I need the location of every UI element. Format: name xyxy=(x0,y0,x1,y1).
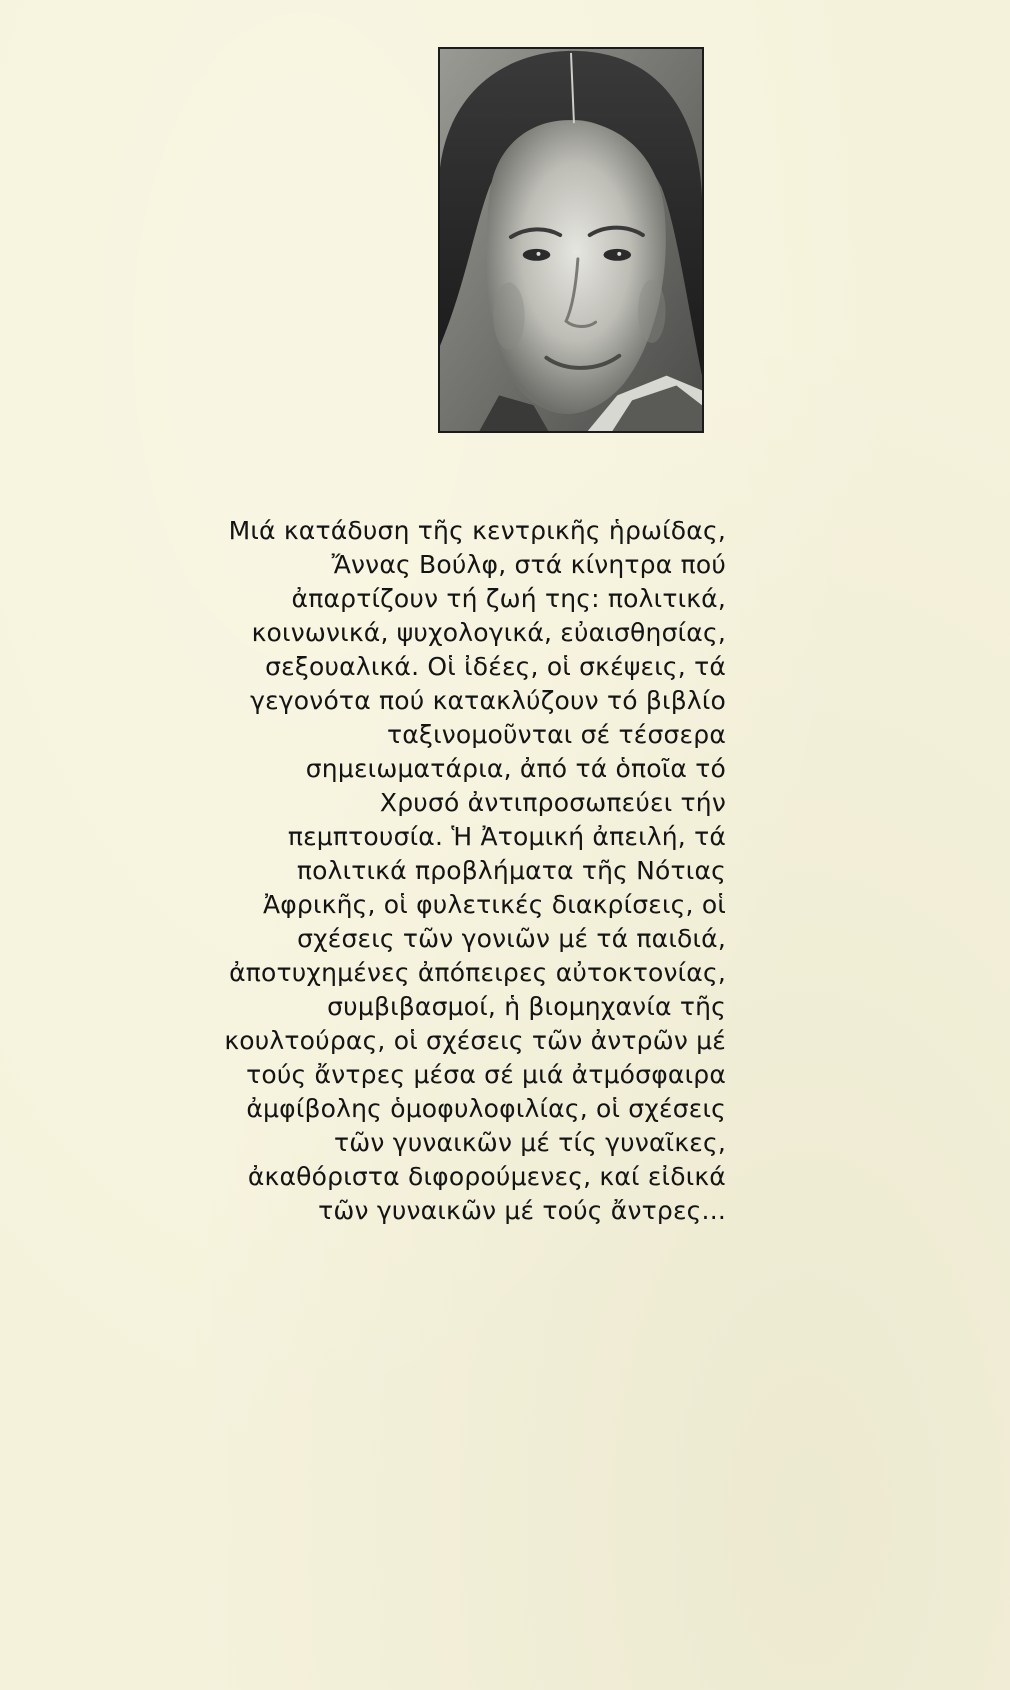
blurb-line: κοινωνικά, ψυχολογικά, εὐαισθησίας, xyxy=(251,618,726,647)
blurb-line: συμβιβασμοί, ἡ βιομηχανία τῆς xyxy=(327,992,726,1021)
blurb-line: γεγονότα πού κατακλύζουν τό βιβλίο xyxy=(250,686,726,715)
portrait-image xyxy=(440,49,702,431)
blurb-line: πεμπτουσία. Ἡ Ἀτομική ἀπειλή, τά xyxy=(287,822,726,851)
blurb-line: τῶν γυναικῶν μέ τούς ἄντρες... xyxy=(318,1196,726,1225)
blurb-line: ἀκαθόριστα διφορούμενες, καί εἰδικά xyxy=(247,1162,726,1191)
blurb-line: πολιτικά προβλήματα τῆς Νότιας xyxy=(296,856,726,885)
blurb-line: ταξινομοῦνται σέ τέσσερα xyxy=(387,720,726,749)
blurb-line: Ἄννας Βούλφ, στά κίνητρα πού xyxy=(331,550,726,579)
blurb-line: τῶν γυναικῶν μέ τίς γυναῖκες, xyxy=(334,1128,726,1157)
blurb-line: Ἀφρικῆς, οἱ φυλετικές διακρίσεις, οἱ xyxy=(262,890,726,919)
blurb-line: ἀμφίβολης ὁμοφυλοφιλίας, οἱ σχέσεις xyxy=(246,1094,726,1123)
back-cover-blurb xyxy=(150,514,726,1228)
blurb-line: κουλτούρας, οἱ σχέσεις τῶν ἀντρῶν μέ xyxy=(224,1026,726,1055)
blurb-line: Χρυσό ἀντιπροσωπεύει τήν xyxy=(379,788,726,817)
blurb-line: ἀποτυχημένες ἀπόπειρες αὐτοκτονίας, xyxy=(229,958,726,987)
author-portrait-photo xyxy=(438,47,704,433)
blurb-line: σημειωματάρια, ἀπό τά ὁποῖα τό xyxy=(305,754,726,783)
blurb-line: τούς ἄντρες μέσα σέ μιά ἀτμόσφαιρα xyxy=(246,1060,726,1089)
blurb-line: Μιά κατάδυση τῆς κεντρικῆς ἡρωίδας, xyxy=(228,516,726,545)
blurb-line: σεξουαλικά. Οἱ ἰδέες, οἱ σκέψεις, τά xyxy=(265,652,726,681)
blurb-line: σχέσεις τῶν γονιῶν μέ τά παιδιά, xyxy=(297,924,726,953)
blurb-line: ἀπαρτίζουν τή ζωή της: πολιτικά, xyxy=(291,584,726,613)
